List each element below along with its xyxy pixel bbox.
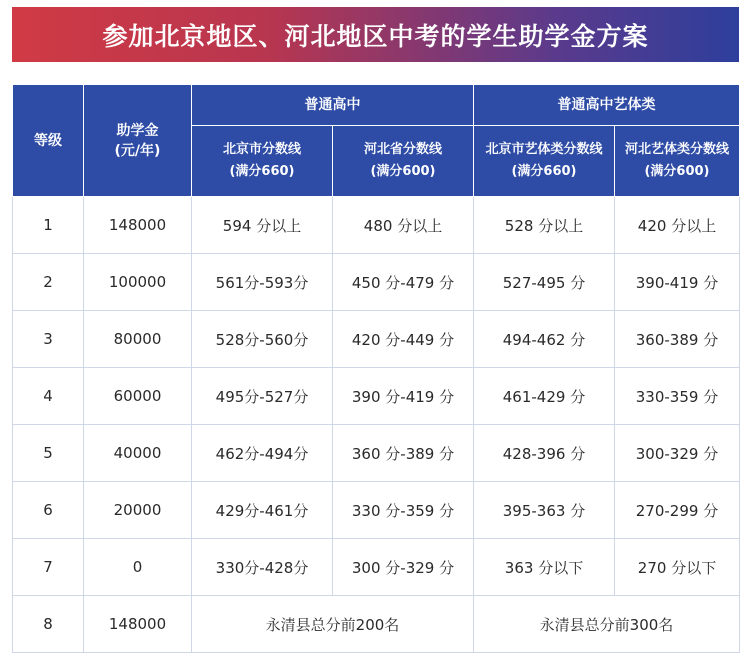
cell-beijing: 429分-461分 [192, 482, 333, 539]
cell-level: 2 [13, 254, 84, 311]
table-row [13, 254, 740, 311]
page-title: 参加北京地区、河北地区中考的学生助学金方案 [102, 21, 649, 51]
header-hebei-arts-line2: (满分600) [644, 164, 710, 179]
cell-hebei: 390 分-419 分 [333, 368, 474, 425]
cell-beijing-arts: 461-429 分 [474, 368, 615, 425]
table-row [13, 311, 740, 368]
cell-grant: 20000 [84, 482, 192, 539]
cell-arts-rule: 永清县总分前300名 [474, 596, 740, 653]
cell-beijing-arts: 395-363 分 [474, 482, 615, 539]
header-general: 普通高中 [192, 85, 474, 126]
table-row [13, 368, 740, 425]
cell-hebei-arts: 390-419 分 [615, 254, 740, 311]
header-grant-line1: 助学金 [116, 122, 159, 139]
cell-hebei-arts: 270 分以下 [615, 539, 740, 596]
cell-beijing: 462分-494分 [192, 425, 333, 482]
cell-level: 5 [13, 425, 84, 482]
cell-hebei: 300 分-329 分 [333, 539, 474, 596]
header-beijing-arts-line2: (满分660) [511, 164, 577, 179]
table-row [13, 539, 740, 596]
cell-beijing-arts: 494-462 分 [474, 311, 615, 368]
cell-grant: 0 [84, 539, 192, 596]
cell-hebei: 480 分以上 [333, 197, 474, 254]
cell-hebei: 330 分-359 分 [333, 482, 474, 539]
header-hebei-line1: 河北省分数线 [363, 142, 442, 157]
scholarship-table [12, 84, 740, 653]
header-grant-line2: (元/年) [114, 142, 161, 159]
cell-grant: 148000 [84, 197, 192, 254]
table-row-county [13, 596, 740, 653]
cell-level: 6 [13, 482, 84, 539]
cell-beijing-arts: 363 分以下 [474, 539, 615, 596]
cell-grant: 80000 [84, 311, 192, 368]
cell-beijing: 594 分以上 [192, 197, 333, 254]
cell-beijing: 528分-560分 [192, 311, 333, 368]
cell-level: 1 [13, 197, 84, 254]
cell-grant: 100000 [84, 254, 192, 311]
cell-grant: 40000 [84, 425, 192, 482]
cell-hebei-arts: 300-329 分 [615, 425, 740, 482]
table-row [13, 197, 740, 254]
table-row [13, 425, 740, 482]
header-hebei-arts-line1: 河北艺体类分数线 [624, 142, 729, 157]
header-beijing-line2: (满分660) [229, 164, 295, 179]
cell-level: 4 [13, 368, 84, 425]
cell-hebei-arts: 330-359 分 [615, 368, 740, 425]
header-beijing-arts [474, 126, 615, 197]
header-hebei [333, 126, 474, 197]
cell-level: 3 [13, 311, 84, 368]
header-hebei-arts [615, 126, 740, 197]
cell-hebei: 420 分-449 分 [333, 311, 474, 368]
cell-beijing: 330分-428分 [192, 539, 333, 596]
table-row [13, 482, 740, 539]
header-arts: 普通高中艺体类 [474, 85, 740, 126]
title-banner [12, 7, 739, 62]
cell-beijing: 561分-593分 [192, 254, 333, 311]
cell-hebei-arts: 270-299 分 [615, 482, 740, 539]
header-row-top [13, 85, 740, 126]
header-grant [84, 85, 192, 197]
cell-level: 7 [13, 539, 84, 596]
header-beijing [192, 126, 333, 197]
cell-beijing-arts: 527-495 分 [474, 254, 615, 311]
header-beijing-line1: 北京市分数线 [222, 142, 301, 157]
cell-beijing-arts: 528 分以上 [474, 197, 615, 254]
cell-beijing: 495分-527分 [192, 368, 333, 425]
cell-hebei: 360 分-389 分 [333, 425, 474, 482]
header-beijing-arts-line1: 北京市艺体类分数线 [485, 142, 603, 157]
cell-hebei-arts: 420 分以上 [615, 197, 740, 254]
cell-grant: 60000 [84, 368, 192, 425]
cell-hebei: 450 分-479 分 [333, 254, 474, 311]
header-level: 等级 [13, 85, 84, 197]
header-hebei-line2: (满分600) [370, 164, 436, 179]
cell-general-rule: 永清县总分前200名 [192, 596, 474, 653]
cell-level: 8 [13, 596, 84, 653]
cell-grant: 148000 [84, 596, 192, 653]
cell-beijing-arts: 428-396 分 [474, 425, 615, 482]
cell-hebei-arts: 360-389 分 [615, 311, 740, 368]
